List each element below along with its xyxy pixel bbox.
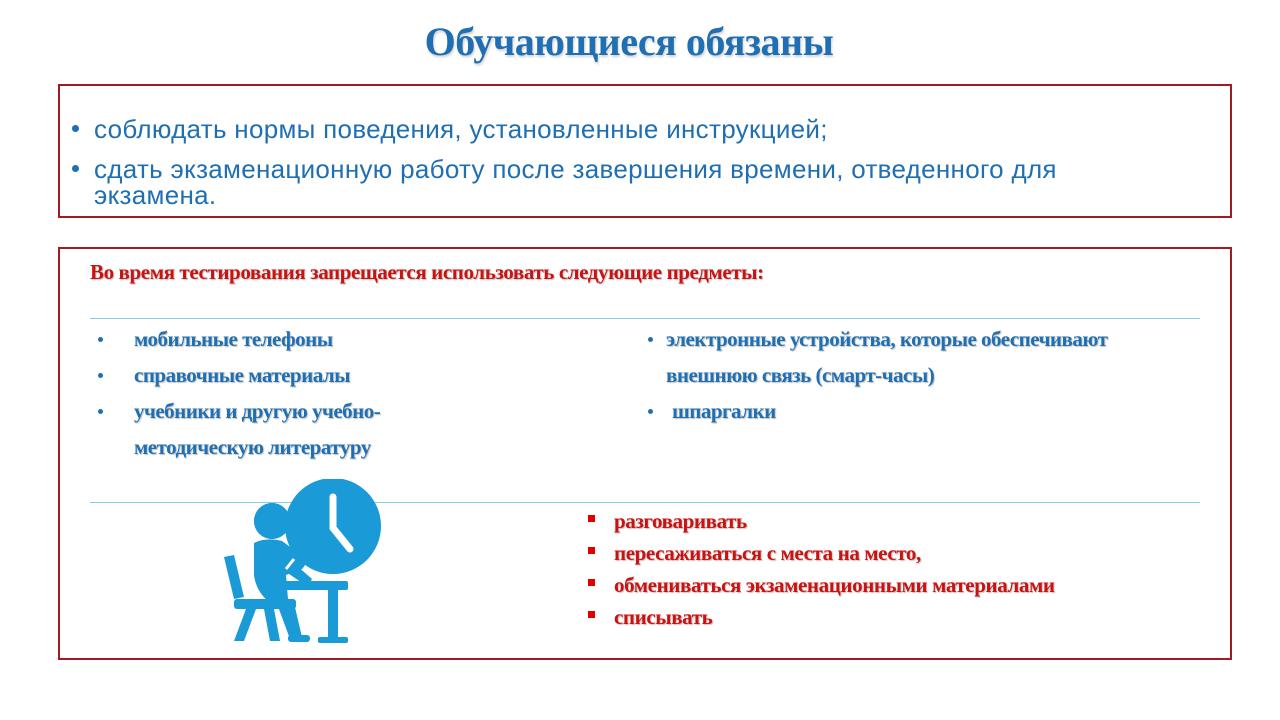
list-item	[586, 601, 1086, 633]
bullet-icon	[98, 337, 103, 342]
prohibitions-heading: Во время тестирования запрещается использовать следующие предметы:	[90, 260, 764, 284]
duty-text: соблюдать нормы поведения, установленные инструкцией;	[94, 114, 828, 144]
list-item	[72, 156, 1182, 208]
list-item	[586, 537, 1086, 569]
list-item	[98, 357, 498, 393]
action-text: обмениваться экзаменационными материалами	[614, 573, 1055, 597]
bullet-icon	[72, 125, 79, 132]
square-bullet-icon	[588, 515, 595, 522]
item-text: мобильные телефоны	[134, 327, 333, 351]
bullet-icon	[98, 409, 103, 414]
list-item	[586, 569, 1086, 601]
bullet-icon	[98, 373, 103, 378]
duty-text: сдать экзаменационную работу после завершения времени, отведенного для экзамена.	[94, 154, 1057, 210]
action-text: разговаривать	[614, 509, 747, 533]
square-bullet-icon	[588, 611, 595, 618]
bullet-icon	[648, 337, 653, 342]
square-bullet-icon	[588, 579, 595, 586]
page-title: Обучающиеся обязаны	[424, 19, 834, 64]
exam-student-clock-icon	[216, 479, 386, 649]
duties-box	[58, 84, 1232, 218]
prohibited-actions	[586, 505, 1086, 633]
prohibitions-box	[58, 247, 1232, 660]
list-item	[648, 321, 1148, 393]
list-item	[72, 116, 1182, 142]
bullet-icon	[72, 165, 79, 172]
duties-list	[72, 116, 1182, 222]
list-item	[98, 393, 498, 465]
item-text: электронные устройства, которые обеспечивают внешнюю связь (смарт-часы)	[666, 327, 1108, 387]
prohibited-items-left	[98, 321, 498, 465]
item-text: учебники и другую учебно-методическую литературу	[134, 399, 381, 459]
divider	[90, 318, 1200, 319]
action-text: списывать	[614, 605, 713, 629]
action-text: пересаживаться с места на место,	[614, 541, 921, 565]
item-text: шпаргалки	[672, 399, 776, 423]
bullet-icon	[648, 409, 653, 414]
list-item	[98, 321, 498, 357]
prohibited-items-right	[648, 321, 1148, 429]
item-text: справочные материалы	[134, 363, 351, 387]
list-item	[648, 393, 1148, 429]
square-bullet-icon	[588, 547, 595, 554]
list-item	[586, 505, 1086, 537]
